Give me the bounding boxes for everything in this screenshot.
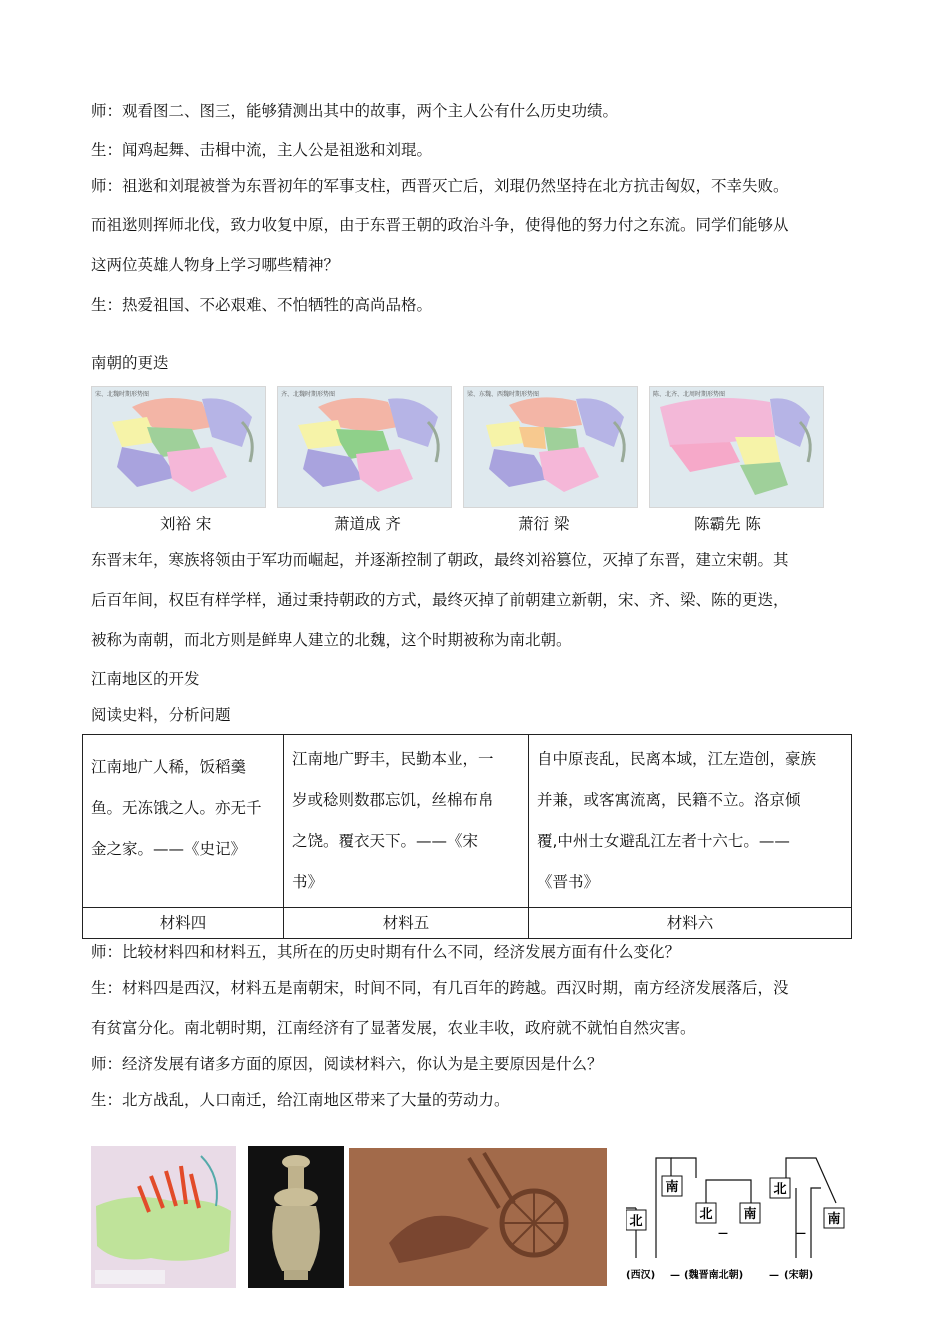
dialogue-teacher-2: 师：祖逖和刘琨被誉为东晋初年的军事支柱，西晋灭亡后，刘琨仍然坚持在北方抗击匈奴，不幸失败。 — [91, 177, 789, 195]
dialogue-teacher-1: 师：观看图二、图三，能够猜测出其中的故事，两个主人公有什么历史功绩。 — [91, 102, 619, 120]
svg-text:—: — — [769, 1270, 779, 1281]
para-south-2: 后百年间，权臣有样学样，通过秉持朝政的方式，最终灭掉了前朝建立新朝，宋、齐、梁、陈的更迭， — [91, 591, 789, 609]
material-four-label: 材料四 — [83, 908, 284, 939]
svg-text:(西汉): (西汉) — [626, 1270, 656, 1281]
illustration-strip — [91, 1146, 861, 1296]
dialogue-student-4: 生：北方战乱，人口南迁，给江南地区带来了大量的劳动力。 — [91, 1091, 510, 1109]
svg-text:(宋朝): (宋朝) — [784, 1270, 814, 1281]
svg-text:(魏晋南北朝): (魏晋南北朝) — [684, 1270, 744, 1281]
material-six-label: 材料六 — [529, 908, 852, 939]
svg-text:南: 南 — [665, 1180, 679, 1195]
dynasty-maps — [91, 386, 831, 508]
svg-text:南: 南 — [743, 1207, 757, 1222]
para-south-1: 东晋末年，寒族将领由于军功而崛起，并逐渐控制了朝政，最终刘裕篡位，灭掉了东晋，建立宋朝。其 — [91, 551, 789, 569]
map-liang: 梁、东魏、西魏时期形势图 — [463, 386, 638, 508]
svg-text:—: — — [796, 1228, 806, 1239]
dialogue-teacher-4: 师：经济发展有诸多方面的原因，阅读材料六，你认为是主要原因是什么？ — [91, 1055, 603, 1073]
svg-text:北: 北 — [699, 1207, 713, 1222]
read-prompt: 阅读史料，分析问题 — [91, 706, 231, 724]
dialogue-teacher-3: 师：比较材料四和材料五，其所在的历史时期有什么不同，经济发展方面有什么变化？ — [91, 943, 681, 961]
material-five-text: 江南地广野丰，民勤本业，一 岁或稔则数郡忘饥，丝棉布帛 之饶。覆衣天下。——《宋 书》 — [284, 735, 529, 908]
map-caption-liang: 萧衍 梁 — [518, 515, 570, 533]
migration-map-image — [91, 1146, 236, 1288]
svg-text:南: 南 — [827, 1212, 841, 1227]
svg-text:北: 北 — [629, 1214, 643, 1229]
brick-relief-image — [349, 1148, 607, 1286]
dialogue-student-1: 生：闻鸡起舞、击楫中流，主人公是祖逖和刘琨。 — [91, 141, 433, 159]
dialogue-student-3-cont: 有贫富分化。南北朝时期，江南经济有了显著发展，农业丰收，政府就不就怕自然灾害。 — [91, 1019, 696, 1037]
material-six-text: 自中原丧乱，民离本域，江左造创，豪族 并兼，或客寓流离，民籍不立。洛京倾 覆,中州士女避乱江左者十六七。—— 《晋书》 — [529, 735, 852, 908]
material-four-text: 江南地广人稀，饭稻羹 鱼。无冻饿之人。亦无千 金之家。——《史记》 — [83, 735, 284, 908]
dialogue-student-3: 生：材料四是西汉，材料五是南朝宋，时间不同，有几百年的跨越。西汉时期，南方经济发展落后，没 — [91, 979, 789, 997]
svg-text:—: — — [670, 1270, 680, 1281]
section-heading-south-dynasties: 南朝的更迭 — [91, 354, 169, 372]
material-label-row — [83, 908, 852, 939]
material-five-label: 材料五 — [284, 908, 529, 939]
dialogue-student-2: 生：热爱祖国、不必艰难、不怕牺牲的高尚品格。 — [91, 296, 433, 314]
svg-text:—: — — [718, 1228, 728, 1239]
para-south-3: 被称为南朝，而北方则是鲜卑人建立的北魏，这个时期被称为南北朝。 — [91, 631, 572, 649]
material-text-row — [83, 735, 852, 908]
map-caption-qi: 萧道成 齐 — [334, 515, 401, 533]
dialogue-teacher-2-cont2: 这两位英雄人物身上学习哪些精神？ — [91, 256, 340, 274]
section-heading-jiangnan: 江南地区的开发 — [91, 670, 200, 688]
north-south-diagram — [626, 1148, 861, 1288]
map-caption-chen: 陈霸先 陈 — [694, 515, 761, 533]
svg-text:北: 北 — [773, 1182, 787, 1197]
source-material-table — [82, 734, 852, 939]
map-qi: 齐、北魏时期形势图 — [277, 386, 452, 508]
map-caption-song: 刘裕 宋 — [160, 515, 212, 533]
map-chen: 陈、北齐、北周时期形势图 — [649, 386, 824, 508]
celadon-vase-image — [248, 1146, 344, 1288]
map-song: 宋、北魏时期形势图 — [91, 386, 266, 508]
dialogue-teacher-2-cont: 而祖逖则挥师北伐，致力收复中原，由于东晋王朝的政治斗争，使得他的努力付之东流。同学们能够从 — [91, 216, 789, 234]
